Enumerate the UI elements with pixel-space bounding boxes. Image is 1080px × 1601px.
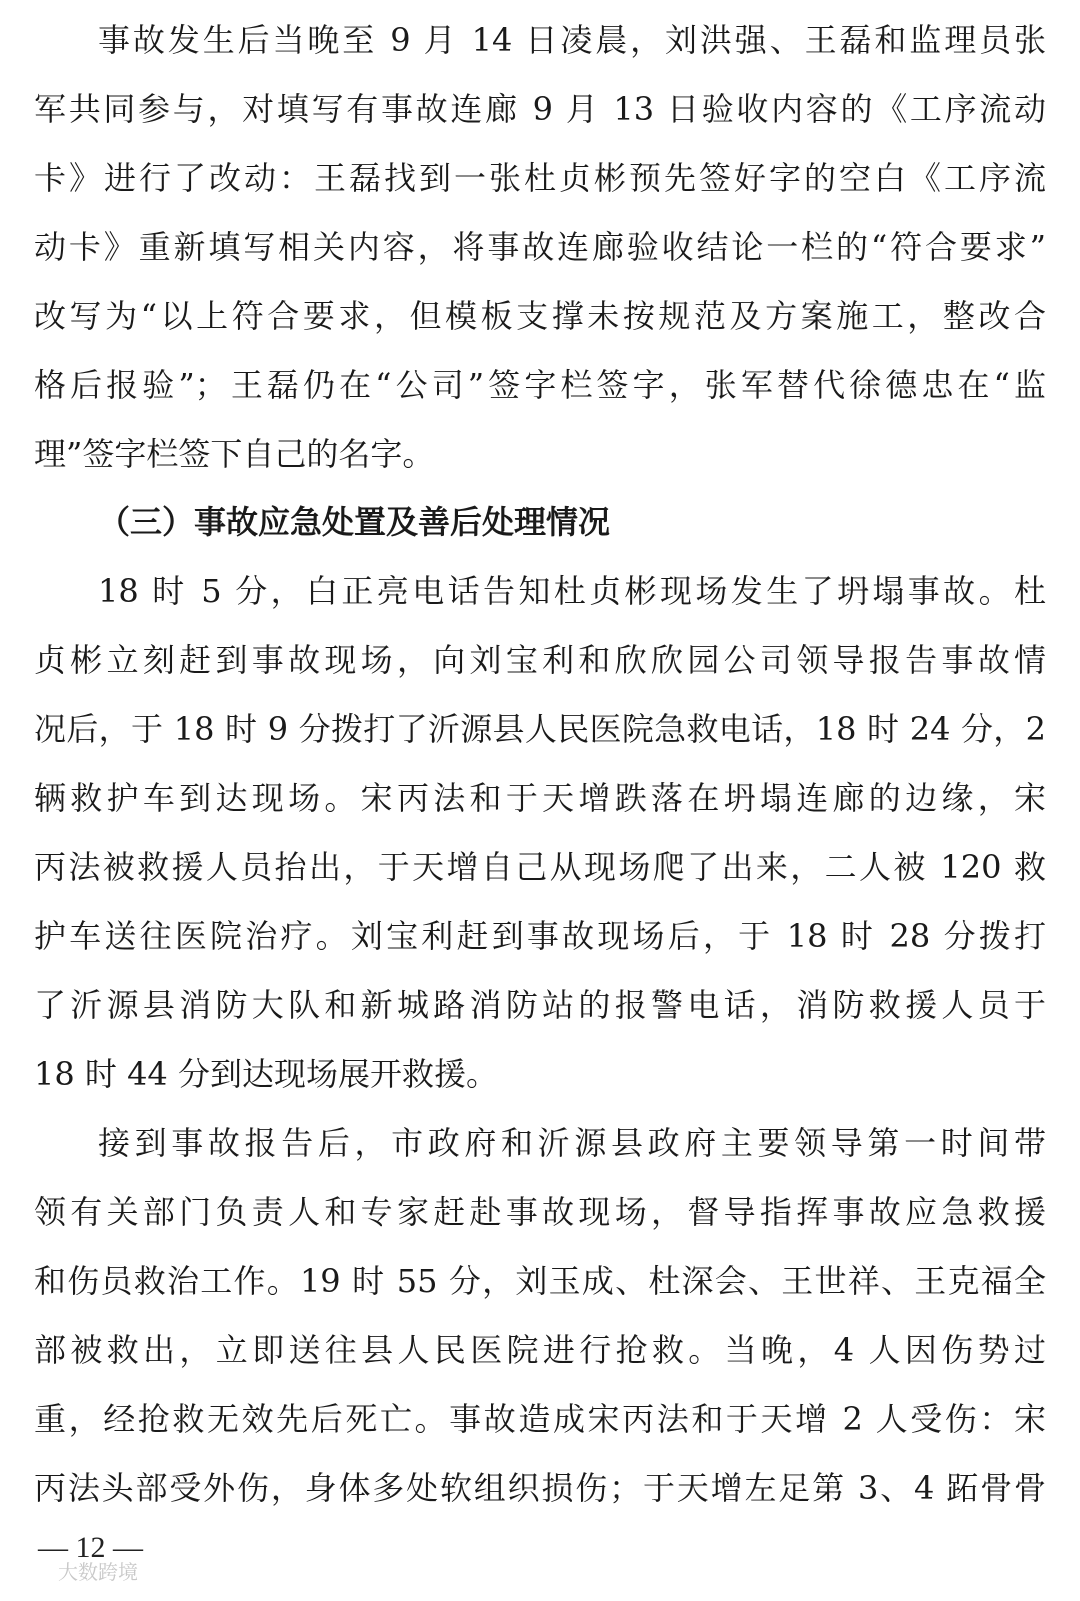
text-line: 动卡》重新填写相关内容，将事故连廊验收结论一栏的“符合要求” [34,228,1046,266]
text-line: 辆救护车到达现场。宋丙法和于天增跌落在坍塌连廊的边缘，宋 [34,779,1046,817]
text-line: 格后报验”；王磊仍在“公司”签字栏签字，张军替代徐德忠在“监 [34,366,1046,404]
text-line: 况后，于 18 时 9 分拨打了沂源县人民医院急救电话，18 时 24 分，2 [34,710,1046,748]
page-number: — 12 — [38,1531,143,1564]
text-line: 事故发生后当晚至 9 月 14 日凌晨，刘洪强、王磊和监理员张 [98,21,1046,59]
text-line: 军共同参与，对填写有事故连廊 9 月 13 日验收内容的《工序流动 [34,90,1046,128]
text-line: 接到事故报告后，市政府和沂源县政府主要领导第一时间带 [98,1124,1046,1162]
text-line: 重，经抢救无效先后死亡。事故造成宋丙法和于天增 2 人受伤：宋 [34,1400,1046,1438]
text-line: 丙法头部受外伤，身体多处软组织损伤；于天增左足第 3、4 跖骨骨 [34,1469,1046,1507]
text-line: 改写为“以上符合要求，但模板支撑未按规范及方案施工，整改合 [34,297,1046,335]
text-line: 和伤员救治工作。19 时 55 分，刘玉成、杜深会、王世祥、王克福全 [34,1262,1046,1300]
document-page [34,0,1046,1601]
text-line: 丙法被救援人员抬出，于天增自己从现场爬了出来，二人被 120 救 [34,848,1046,886]
text-line: 了沂源县消防大队和新城路消防站的报警电话，消防救援人员于 [34,986,1046,1024]
text-line: 卡》进行了改动：王磊找到一张杜贞彬预先签好字的空白《工序流 [34,159,1046,197]
watermark-text: 大数跨境 [58,1560,138,1584]
text-line: 部被救出，立即送往县人民医院进行抢救。当晚，4 人因伤势过 [34,1331,1046,1369]
text-line: 护车送往医院治疗。刘宝利赶到事故现场后，于 18 时 28 分拨打 [34,917,1046,955]
text-line: 贞彬立刻赶到事故现场，向刘宝利和欣欣园公司领导报告事故情 [34,641,1046,679]
text-line: 理”签字栏签下自己的名字。 [34,435,435,473]
section-heading: （三）事故应急处置及善后处理情况 [98,503,611,541]
text-line: 18 时 5 分，白正亮电话告知杜贞彬现场发生了坍塌事故。杜 [98,572,1046,610]
text-line: 领有关部门负责人和专家赶赴事故现场，督导指挥事故应急救援 [34,1193,1046,1231]
text-line: 18 时 44 分到达现场展开救援。 [34,1055,498,1093]
